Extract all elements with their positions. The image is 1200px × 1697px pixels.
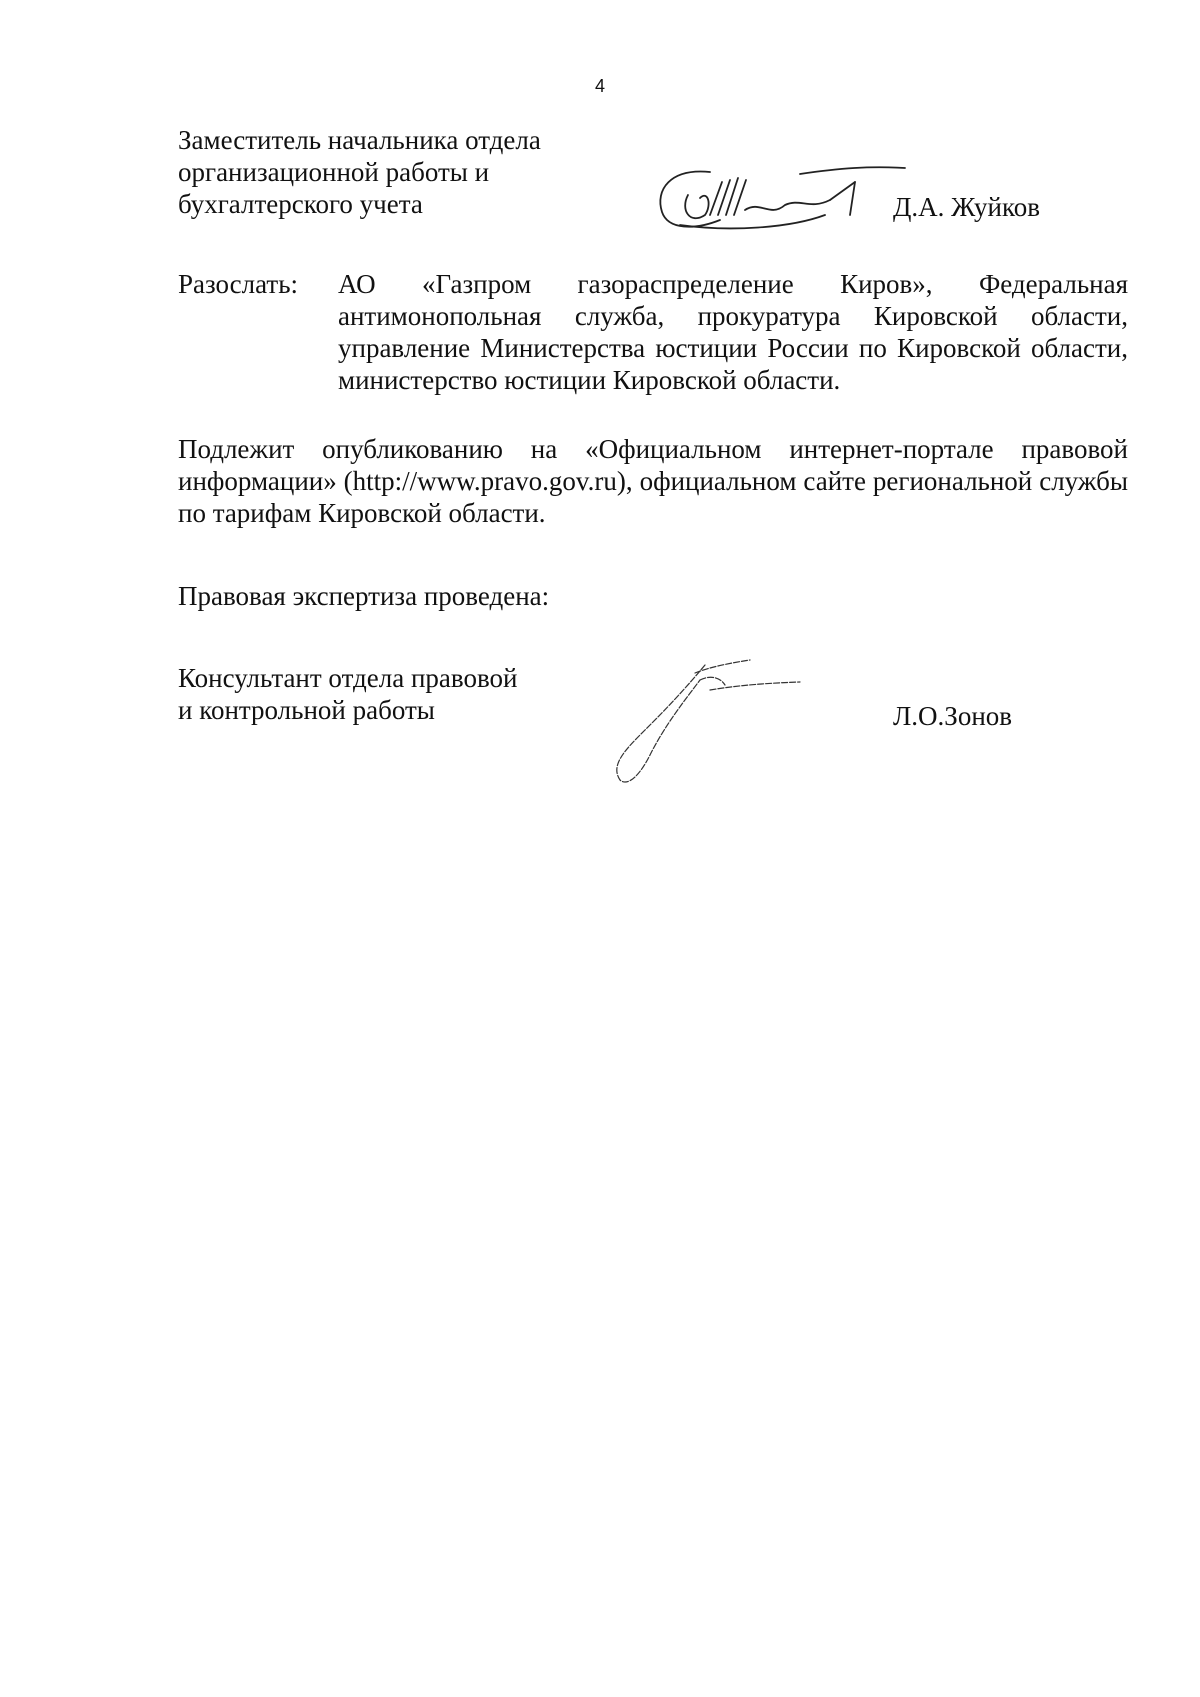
signatory-2-title-line: и контрольной работы (178, 695, 435, 725)
signatory-2-title (178, 662, 517, 726)
signatory-1-name: Д.А. Жуйков (893, 192, 1040, 222)
page-number: 4 (594, 76, 605, 96)
signatory-1-title-line: организационной работы и (178, 157, 490, 187)
distribution-label: Разослать: (178, 269, 299, 299)
signatory-2-title-line: Консультант отдела правовой (178, 663, 518, 693)
distribution-text: АО «Газпром газораспределение Киров», Федеральная антимонопольная служба, прокуратура Кировской области, управление Министерства юстиции России по Кировской области, министерство юстиции Кировской области. (338, 269, 1128, 395)
signatory-2-name: Л.О.Зонов (893, 701, 1013, 731)
publication-note: Подлежит опубликованию на «Официальном интернет-портале правовой информации» (http://www.pravo.gov.ru), официальном сайте региональной службы по тарифам Кировской области. (178, 434, 1128, 528)
signature-2-icon (600, 655, 820, 790)
legal-review-label: Правовая экспертиза проведена: (178, 581, 550, 611)
signatory-1-title-line: бухгалтерского учета (178, 189, 423, 219)
signatory-1-title (178, 124, 658, 220)
signatory-1-title-line: Заместитель начальника отдела (178, 125, 541, 155)
signature-1-icon (650, 160, 920, 240)
